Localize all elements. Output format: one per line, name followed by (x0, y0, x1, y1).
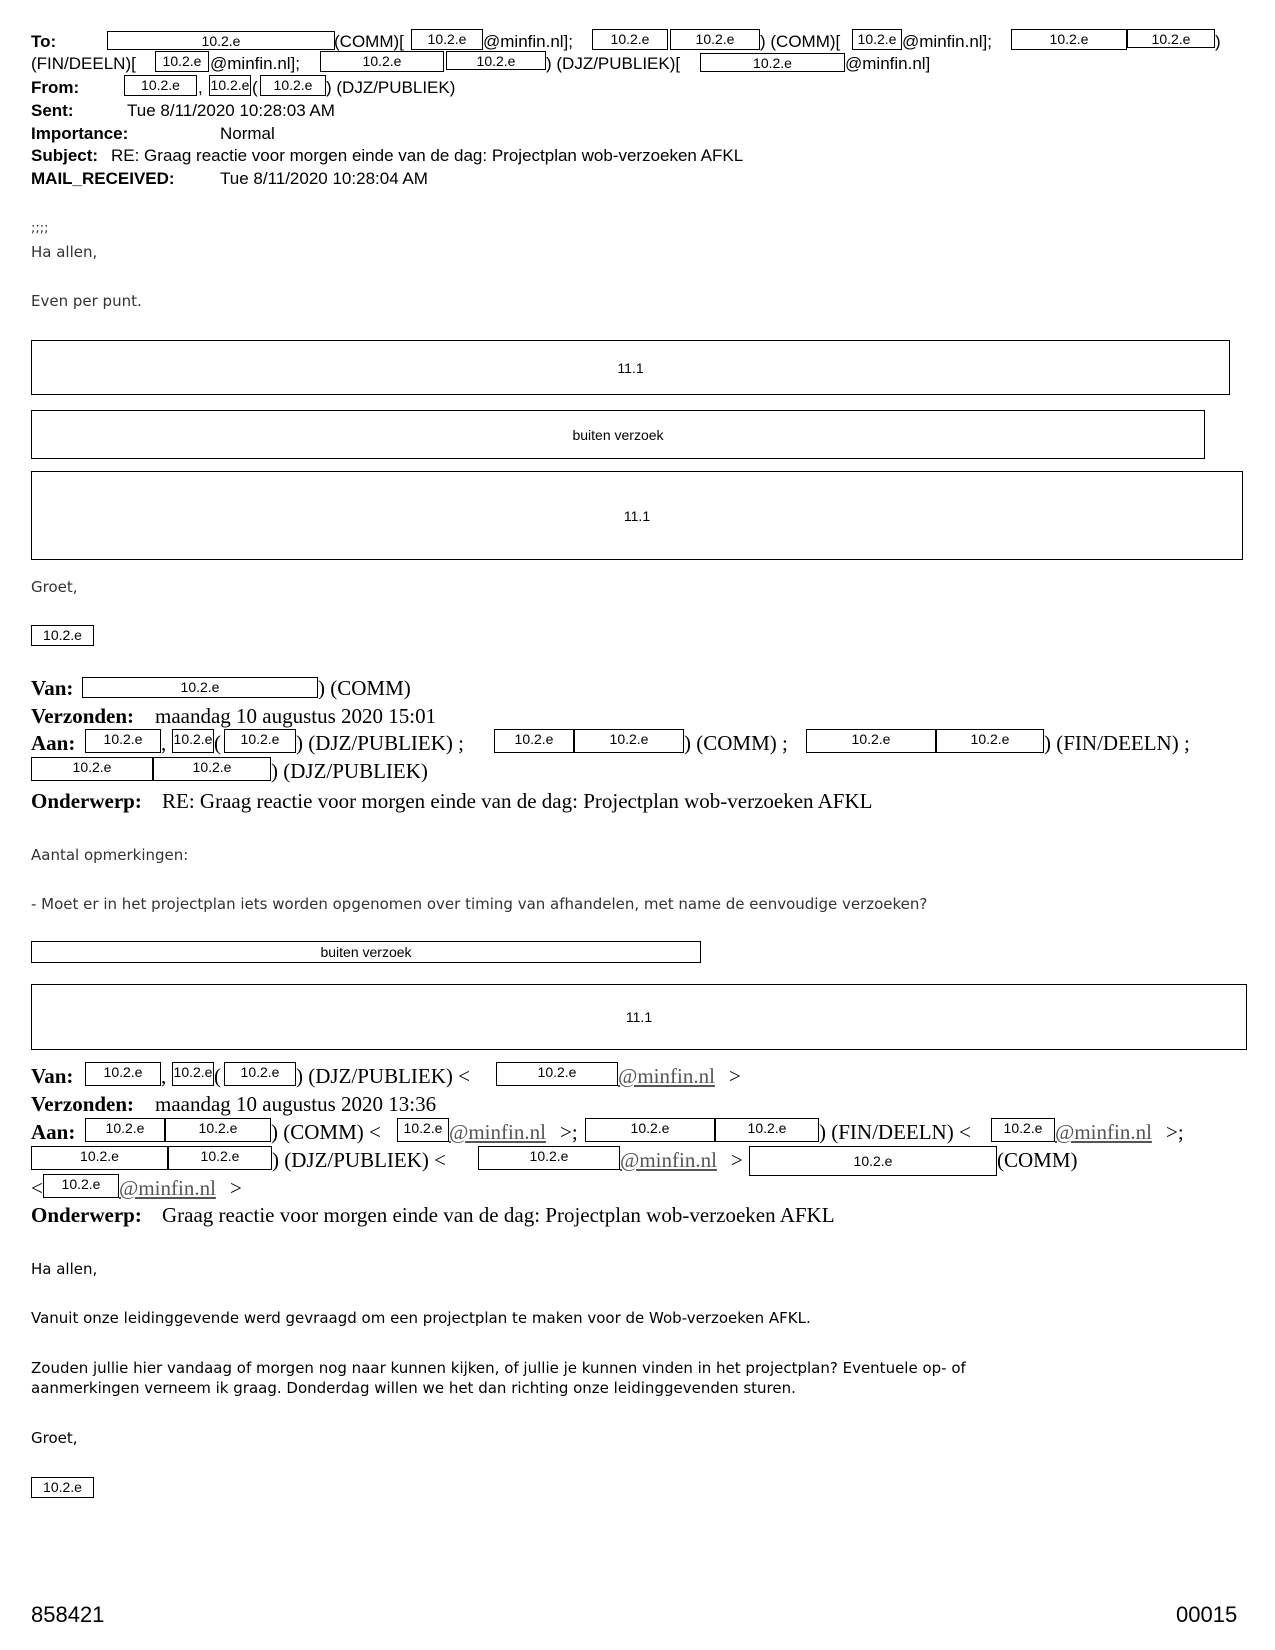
redaction-box: 10.2.e (1011, 29, 1127, 50)
text: ) (DJZ/PUBLIEK) (271, 759, 428, 783)
received-label: MAIL_RECEIVED: (31, 169, 175, 188)
signature-redaction: 10.2.e (31, 625, 94, 646)
email-link[interactable]: @minfin.nl (1055, 1120, 1152, 1144)
greeting: Ha allen, (31, 243, 98, 261)
redaction-box: 10.2.e (496, 1062, 618, 1086)
onderwerp-value: RE: Graag reactie voor morgen einde van de dag: Projectplan wob-verzoeken AFKL (162, 789, 873, 813)
text: ) (FIN/DEELN) < (819, 1120, 971, 1144)
redaction-box: 10.2.e (715, 1118, 819, 1142)
body-line: Vanuit onze leidinggevende werd gevraagd om een projectplan te maken voor de Wob-verzoeken AFKL. (31, 1309, 811, 1327)
redaction-box: 10.2.e (260, 75, 326, 96)
body-line: - Moet er in het projectplan iets worden opgenomen over timing van afhandelen, met name de eenvoudige verzoeken? (31, 895, 928, 913)
redaction-box: 10.2.e (31, 1146, 168, 1170)
onderwerp-value: Graag reactie voor morgen einde van de dag: Projectplan wob-verzoeken AFKL (162, 1203, 835, 1227)
text: ) (1215, 32, 1221, 51)
text: @minfin.nl]; (210, 54, 301, 73)
body-line: aanmerkingen verneem ik graag. Donderdag willen we het dan richting onze leidinggevenden sturen. (31, 1379, 796, 1397)
redaction-block: buiten verzoek (31, 410, 1205, 459)
redaction-box: 10.2.e (478, 1146, 620, 1170)
onderwerp-label: Onderwerp: (31, 789, 142, 813)
redaction-box: 10.2.e (107, 31, 335, 50)
redaction-box: 10.2.e (592, 29, 668, 50)
redaction-box: 10.2.e (224, 729, 296, 753)
redaction-box: 10.2.e (172, 729, 214, 753)
text: ) (COMM) < (271, 1120, 381, 1144)
importance-label: Importance: (31, 124, 129, 143)
text: < (31, 1176, 43, 1200)
text: > (230, 1176, 242, 1200)
redaction-box: 10.2.e (700, 53, 845, 72)
body-line: Aantal opmerkingen: (31, 846, 189, 864)
from-label: From: (31, 78, 80, 97)
text: (FIN/DEELN)[ (31, 54, 136, 73)
text: ) (FIN/DEELN) ; (1044, 731, 1190, 755)
text: (COMM) (997, 1148, 1078, 1172)
text: >; (560, 1120, 578, 1144)
text: @minfin.nl]; (902, 32, 993, 51)
aan-label: Aan: (31, 1120, 76, 1144)
redaction-box: 10.2.e (82, 677, 318, 698)
body-line: Even per punt. (31, 292, 142, 310)
closing: Groet, (31, 1429, 78, 1447)
signature-redaction: 10.2.e (31, 1477, 94, 1498)
redaction-box: 10.2.e (43, 1174, 119, 1198)
semicolons: ;;;; (31, 221, 49, 236)
doc-number: 858421 (31, 1602, 105, 1627)
redaction-box: 10.2.e (936, 729, 1044, 753)
redaction-block: 11.1 (31, 340, 1230, 395)
redaction-box: 10.2.e (209, 75, 251, 96)
text: @minfin.nl] (845, 54, 931, 73)
email-link[interactable]: @minfin.nl (618, 1064, 715, 1088)
redaction-box: 10.2.e (85, 729, 161, 753)
text: (COMM)[ (334, 32, 404, 51)
redaction-block: 11.1 (31, 984, 1247, 1050)
van-label: Van: (31, 1064, 74, 1088)
verzonden-label: Verzonden: (31, 1092, 135, 1116)
subject-value: RE: Graag reactie voor morgen einde van de dag: Projectplan wob-verzoeken AFKL (111, 146, 744, 165)
redaction-box: 10.2.e (85, 1062, 161, 1086)
verzonden-label: Verzonden: (31, 704, 135, 728)
redaction-box: 10.2.e (172, 1062, 214, 1086)
email-link[interactable]: @minfin.nl (449, 1120, 546, 1144)
redaction-box: 10.2.e (320, 51, 444, 72)
redaction-box: 10.2.e (585, 1118, 715, 1142)
redaction-box: 10.2.e (168, 1146, 272, 1170)
redaction-box: 10.2.e (397, 1118, 449, 1142)
redaction-box: 10.2.e (124, 75, 197, 96)
text: ) (DJZ/PUBLIEK) (326, 78, 456, 97)
closing: Groet, (31, 578, 78, 596)
redaction-box: 10.2.e (85, 1118, 165, 1142)
redaction-box: 10.2.e (31, 757, 153, 781)
text: ) (DJZ/PUBLIEK)[ (546, 54, 681, 73)
text: , (161, 1064, 167, 1088)
redaction-block: 11.1 (31, 471, 1243, 560)
page-number: 00015 (1176, 1602, 1238, 1627)
text: > (731, 1148, 743, 1172)
to-label: To: (31, 32, 57, 51)
redaction-box: 10.2.e (749, 1146, 997, 1176)
text: >; (1166, 1120, 1184, 1144)
text: ( (214, 1064, 221, 1088)
redaction-box: 10.2.e (155, 51, 209, 72)
subject-label: Subject: (31, 146, 99, 165)
text: ) (DJZ/PUBLIEK) ; (296, 731, 464, 755)
van-label: Van: (31, 676, 74, 700)
redaction-box: 10.2.e (574, 729, 684, 753)
text: ) (DJZ/PUBLIEK) < (296, 1064, 470, 1088)
redaction-box: 10.2.e (991, 1118, 1055, 1142)
text: ) (COMM) (318, 676, 411, 700)
text: ( (214, 731, 221, 755)
importance-value: Normal (220, 124, 275, 143)
sent-value: Tue 8/11/2020 10:28:03 AM (127, 101, 335, 120)
aan-label: Aan: (31, 731, 76, 755)
verzonden-value: maandag 10 augustus 2020 15:01 (155, 704, 437, 728)
email-link[interactable]: @minfin.nl (620, 1148, 717, 1172)
redaction-box: 10.2.e (165, 1118, 271, 1142)
text: ( (252, 78, 258, 97)
redaction-box: 10.2.e (852, 29, 902, 50)
greeting: Ha allen, (31, 1260, 98, 1278)
text: ) (COMM)[ (760, 32, 841, 51)
text: , (198, 78, 203, 97)
text: > (729, 1064, 741, 1088)
redaction-box: 10.2.e (1127, 29, 1215, 48)
text: @minfin.nl]; (483, 32, 574, 51)
redaction-box: 10.2.e (494, 729, 574, 753)
redaction-box: 10.2.e (411, 29, 483, 50)
received-value: Tue 8/11/2020 10:28:04 AM (220, 169, 428, 188)
body-line: Zouden jullie hier vandaag of morgen nog naar kunnen kijken, of jullie je kunnen vinden in het projectplan? Eventuele op- of (31, 1359, 966, 1377)
onderwerp-label: Onderwerp: (31, 1203, 142, 1227)
verzonden-value: maandag 10 augustus 2020 13:36 (155, 1092, 437, 1116)
redaction-box: 10.2.e (446, 51, 546, 70)
redaction-box: 10.2.e (806, 729, 936, 753)
text: ) (DJZ/PUBLIEK) < (272, 1148, 446, 1172)
sent-label: Sent: (31, 101, 74, 120)
redaction-block: buiten verzoek (31, 941, 701, 963)
email-link[interactable]: @minfin.nl (119, 1176, 216, 1200)
redaction-box: 10.2.e (153, 757, 271, 781)
text: , (161, 731, 167, 755)
redaction-box: 10.2.e (670, 29, 760, 50)
text: ) (COMM) ; (684, 731, 788, 755)
redaction-box: 10.2.e (224, 1062, 296, 1086)
